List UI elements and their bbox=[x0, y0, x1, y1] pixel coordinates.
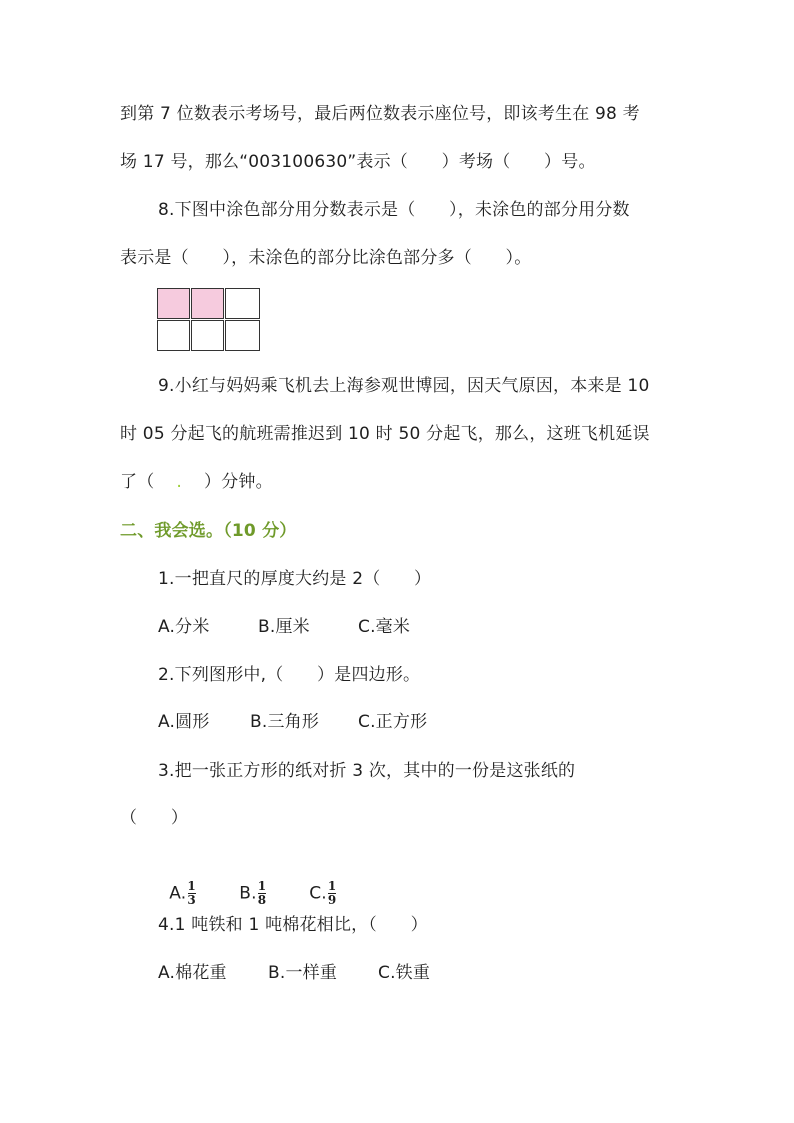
choice1-option-c: C.毫米 bbox=[358, 617, 411, 637]
choice1-option-a: A.分米 bbox=[158, 617, 210, 637]
choice3-blank: （ ） bbox=[120, 808, 189, 828]
grid-cell-r2c3 bbox=[225, 320, 260, 351]
choice2-option-a: A.圆形 bbox=[158, 712, 210, 732]
fraction-one-ninth bbox=[328, 880, 337, 907]
q8-line1: 8.下图中涂色部分用分数表示是（ ），未涂色的部分用分数 bbox=[158, 200, 630, 220]
fraction-one-third bbox=[187, 880, 196, 907]
q9-line3 bbox=[120, 470, 273, 494]
choice3-options bbox=[158, 856, 336, 907]
choice4-option-c: C.铁重 bbox=[378, 963, 431, 983]
shaded-fraction-grid bbox=[157, 288, 261, 352]
q9-line3-post: ）分钟。 bbox=[204, 472, 273, 492]
fraction-c-denominator: 9 bbox=[327, 893, 337, 907]
fraction-a-numerator: 1 bbox=[187, 879, 196, 893]
grid-cell-r1c1 bbox=[157, 288, 190, 319]
choice2-question: 2.下列图形中,（ ）是四边形。 bbox=[158, 665, 421, 685]
q9-line2: 时 05 分起飞的航班需推迟到 10 时 50 分起飞，那么，这班飞机延误 bbox=[120, 424, 650, 444]
choice1-options bbox=[158, 615, 410, 639]
choice4-options bbox=[158, 961, 430, 985]
fraction-a-denominator: 3 bbox=[187, 893, 196, 907]
choice4-question: 4.1 吨铁和 1 吨棉花相比，（ ） bbox=[158, 915, 428, 935]
q8-line2: 表示是（ ），未涂色的部分比涂色部分多（ ）。 bbox=[120, 248, 532, 268]
grid-cell-r2c1 bbox=[157, 320, 190, 351]
q9-answer-dot: . bbox=[176, 472, 183, 492]
choice3-option-c-prefix: C. bbox=[309, 883, 327, 904]
choice2-option-b: B.三角形 bbox=[250, 712, 320, 732]
choice4-option-a: A.棉花重 bbox=[158, 963, 227, 983]
choice3-option-a-prefix: A. bbox=[169, 883, 187, 904]
choice1-option-b: B.厘米 bbox=[258, 617, 310, 637]
choice3-option-b-prefix: B. bbox=[239, 883, 257, 904]
choice3-question: 3.把一张正方形的纸对折 3 次，其中的一份是这张纸的 bbox=[158, 761, 576, 781]
fraction-b-denominator: 8 bbox=[257, 893, 267, 907]
q7-line1: 到第 7 位数表示考场号，最后两位数表示座位号，即该考生在 98 考 bbox=[120, 104, 640, 124]
q9-line3-pre: 了（ bbox=[120, 472, 155, 492]
grid-cell-r1c3 bbox=[225, 288, 260, 319]
choice3-option-a bbox=[169, 880, 239, 907]
fraction-one-eighth bbox=[258, 880, 267, 907]
q7-line2: 场 17 号，那么“003100630”表示（ ）考场（ ）号。 bbox=[120, 152, 596, 172]
fraction-c-numerator: 1 bbox=[327, 879, 337, 893]
choice3-option-b bbox=[239, 880, 309, 907]
grid-cell-r1c2 bbox=[191, 288, 224, 319]
choice2-option-c: C.正方形 bbox=[358, 712, 428, 732]
choice1-question: 1.一把直尺的厚度大约是 2（ ） bbox=[158, 569, 432, 589]
fraction-b-numerator: 1 bbox=[257, 879, 267, 893]
grid-cell-r2c2 bbox=[191, 320, 224, 351]
choice2-options bbox=[158, 710, 427, 734]
q9-line1: 9.小红与妈妈乘飞机去上海参观世博园，因天气原因，本来是 10 bbox=[158, 376, 650, 396]
choice4-option-b: B.一样重 bbox=[268, 963, 338, 983]
section-title: 二、我会选。（10 分） bbox=[120, 521, 297, 541]
choice3-option-c bbox=[309, 880, 336, 907]
